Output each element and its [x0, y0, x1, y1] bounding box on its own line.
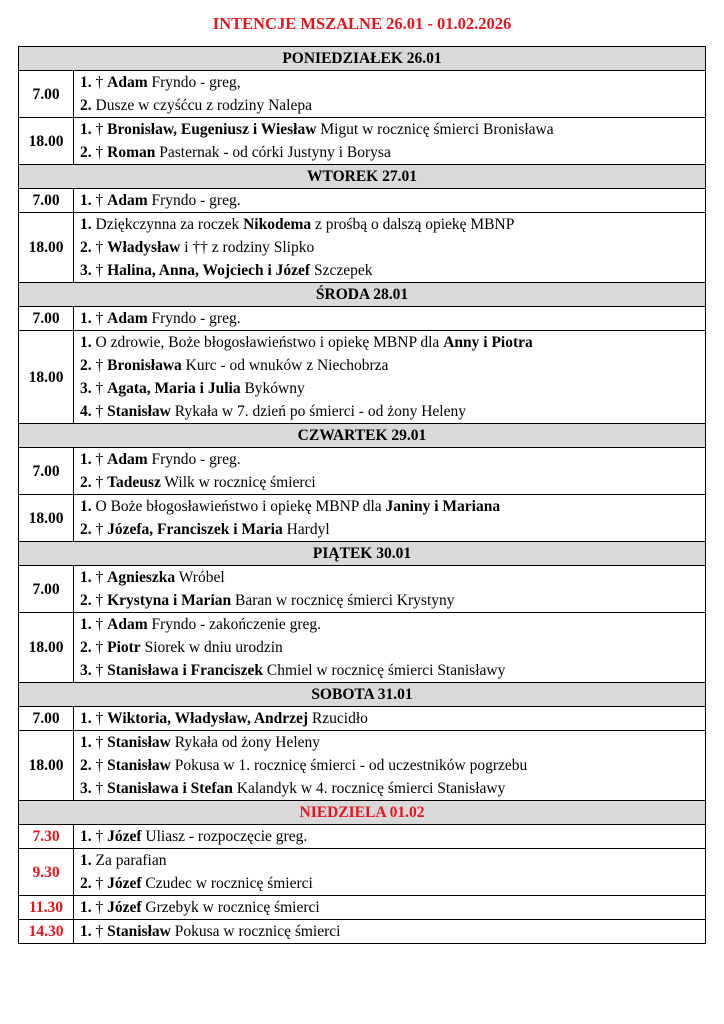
intention-line	[80, 589, 705, 612]
intention-text: Rzucidło	[308, 710, 368, 727]
intention-text-bold: Stanisława i Franciszek	[107, 662, 263, 679]
intention-text-bold: Józef	[107, 875, 142, 892]
intention-line	[80, 448, 705, 471]
mass-time: 7.00	[19, 707, 74, 731]
intention-text: Pokusa w 1. rocznicę śmierci - od uczestników pogrzebu	[170, 757, 528, 774]
mass-time: 7.00	[19, 566, 74, 613]
intention-text-bold: Nikodema	[243, 216, 312, 233]
intention-text: Grzebyk w rocznicę śmierci	[141, 899, 320, 916]
intentions-cell	[74, 849, 706, 896]
intention-line	[80, 118, 705, 141]
mass-time: 7.00	[19, 448, 74, 495]
intention-text-bold: Janiny i Mariana	[385, 498, 501, 515]
mass-time: 7.00	[19, 189, 74, 213]
intention-line	[80, 872, 705, 895]
intention-text-bold: 1.	[80, 616, 96, 633]
intention-text: †	[95, 757, 108, 774]
intention-text: Fryndo - greg.	[147, 451, 241, 468]
mass-time: 18.00	[19, 495, 74, 542]
intention-line	[80, 613, 705, 636]
intention-text-bold: Stanisław	[107, 923, 171, 940]
intention-line	[80, 636, 705, 659]
intention-text: Uliasz - rozpoczęcie greg.	[141, 828, 308, 845]
intention-text-bold: 1.	[80, 74, 96, 91]
intention-text: †	[95, 239, 108, 256]
intention-text-bold: Adam	[107, 74, 148, 91]
intention-text: Kalandyk w 4. rocznicę śmierci Stanisławy	[232, 780, 506, 797]
intention-text: Rykała w 7. dzień po śmierci - od żony Heleny	[170, 403, 466, 420]
intention-text-bold: 2.	[80, 639, 96, 656]
intention-text-bold: 1.	[80, 828, 96, 845]
mass-row	[19, 189, 706, 213]
intention-text: Pasternak - od córki Justyny i Borysa	[155, 144, 391, 161]
intention-text-bold: Adam	[107, 616, 148, 633]
intention-text: Kurc - od wnuków z Niechobrza	[181, 357, 389, 374]
intention-line	[80, 141, 705, 164]
mass-row	[19, 896, 706, 920]
intention-text: †	[95, 474, 108, 491]
intention-text: z prośbą o dalszą opiekę MBNP	[311, 216, 515, 233]
intention-text: i †† z rodziny Slipko	[180, 239, 315, 256]
intention-text-bold: 3.	[80, 662, 96, 679]
intention-text-bold: 2.	[80, 757, 96, 774]
intention-text-bold: 1.	[80, 451, 96, 468]
intention-text: Fryndo - greg.	[147, 192, 241, 209]
intentions-cell	[74, 71, 706, 118]
intention-line	[80, 731, 705, 754]
intention-text: †	[95, 923, 108, 940]
intentions-cell	[74, 331, 706, 424]
intentions-cell	[74, 920, 706, 944]
day-header-row	[19, 424, 706, 448]
intention-text: O zdrowie, Boże błogosławieństwo i opiekę MBNP dla	[95, 334, 444, 351]
intention-line	[80, 400, 705, 423]
intention-text: †	[95, 828, 108, 845]
intention-text-bold: Stanisława i Stefan	[107, 780, 233, 797]
intention-line	[80, 920, 705, 943]
intentions-cell	[74, 213, 706, 283]
intention-text: †	[95, 192, 108, 209]
intention-text-bold: Agata, Maria i Julia	[107, 380, 241, 397]
intention-line	[80, 659, 705, 682]
intention-text-bold: 1.	[80, 121, 96, 138]
intention-text: Chmiel w rocznicę śmierci Stanisławy	[263, 662, 506, 679]
mass-row	[19, 566, 706, 613]
intention-text-bold: 1.	[80, 334, 96, 351]
intentions-cell	[74, 118, 706, 165]
intention-text: †	[95, 780, 108, 797]
intention-text-bold: 2.	[80, 144, 96, 161]
mass-time: 9.30	[19, 849, 74, 896]
intention-line	[80, 566, 705, 589]
day-header: CZWARTEK 29.01	[19, 424, 706, 448]
intention-text-bold: Adam	[107, 310, 148, 327]
intention-text-bold: 2.	[80, 521, 96, 538]
intention-text: Migut w rocznicę śmierci Bronisława	[316, 121, 554, 138]
intention-line	[80, 471, 705, 494]
intention-line	[80, 307, 705, 330]
intention-text: †	[95, 569, 108, 586]
intention-text-bold: 1.	[80, 852, 96, 869]
intention-text: †	[95, 710, 108, 727]
intention-text: †	[95, 262, 108, 279]
intentions-cell	[74, 307, 706, 331]
intentions-cell	[74, 189, 706, 213]
mass-row	[19, 331, 706, 424]
intention-line	[80, 849, 705, 872]
intention-text: †	[95, 662, 108, 679]
intention-text-bold: 1.	[80, 216, 96, 233]
intention-text: Szczepek	[310, 262, 373, 279]
intention-line	[80, 377, 705, 400]
intention-text-bold: Józef	[107, 828, 142, 845]
intentions-cell	[74, 825, 706, 849]
day-header-row	[19, 542, 706, 566]
schedule-body	[19, 47, 706, 944]
intention-line	[80, 236, 705, 259]
day-header-row	[19, 801, 706, 825]
intentions-cell	[74, 731, 706, 801]
mass-time: 7.00	[19, 71, 74, 118]
day-header-row	[19, 683, 706, 707]
intention-text: Pokusa w rocznicę śmierci	[170, 923, 341, 940]
intention-text-bold: 3.	[80, 780, 96, 797]
intention-text: Siorek w dniu urodzin	[140, 639, 283, 656]
intention-text-bold: 1.	[80, 899, 96, 916]
mass-time: 18.00	[19, 118, 74, 165]
mass-time: 7.00	[19, 307, 74, 331]
intention-text-bold: 1.	[80, 192, 96, 209]
intention-text-bold: 1.	[80, 569, 96, 586]
intention-text: †	[95, 616, 108, 633]
intention-text-bold: 1.	[80, 923, 96, 940]
intention-text: †	[95, 121, 108, 138]
day-header: PIĄTEK 30.01	[19, 542, 706, 566]
intention-line	[80, 777, 705, 800]
intention-text: †	[95, 734, 108, 751]
day-header: ŚRODA 28.01	[19, 283, 706, 307]
intention-text: Dusze w czyśćcu z rodziny Nalepa	[95, 97, 312, 114]
mass-row	[19, 731, 706, 801]
day-header-row	[19, 47, 706, 71]
intention-text-bold: 3.	[80, 380, 96, 397]
intention-text-bold: 1.	[80, 710, 96, 727]
intention-text: †	[95, 451, 108, 468]
intention-text: †	[95, 592, 108, 609]
intention-text-bold: 1.	[80, 734, 96, 751]
mass-row	[19, 307, 706, 331]
intentions-cell	[74, 613, 706, 683]
day-header-row	[19, 165, 706, 189]
day-header: NIEDZIELA 01.02	[19, 801, 706, 825]
intention-line	[80, 896, 705, 919]
intention-text: †	[95, 899, 108, 916]
mass-time: 18.00	[19, 613, 74, 683]
intention-text-bold: 2.	[80, 474, 96, 491]
mass-row	[19, 849, 706, 896]
intention-text: Baran w rocznicę śmierci Krystyny	[231, 592, 455, 609]
mass-row	[19, 707, 706, 731]
mass-row	[19, 613, 706, 683]
mass-time: 11.30	[19, 896, 74, 920]
intention-text-bold: 3.	[80, 262, 96, 279]
mass-row	[19, 71, 706, 118]
intention-text: Rykała od żony Heleny	[170, 734, 321, 751]
intention-text: †	[95, 357, 108, 374]
mass-time: 18.00	[19, 213, 74, 283]
intention-text: Za parafian	[95, 852, 167, 869]
intention-text: Wilk w rocznicę śmierci	[160, 474, 316, 491]
intention-text-bold: 2.	[80, 239, 96, 256]
intention-text: †	[95, 310, 108, 327]
intention-text-bold: 1.	[80, 310, 96, 327]
intention-text: †	[95, 875, 108, 892]
intention-text-bold: Agnieszka	[107, 569, 176, 586]
intention-text-bold: Bronisław, Eugeniusz i Wiesław	[107, 121, 317, 138]
mass-row	[19, 448, 706, 495]
day-header: WTOREK 27.01	[19, 165, 706, 189]
intention-text-bold: 2.	[80, 875, 96, 892]
intention-text-bold: 4.	[80, 403, 96, 420]
intention-text: Bykówny	[240, 380, 305, 397]
intention-text-bold: Wiktoria, Władysław, Andrzej	[107, 710, 309, 727]
intention-text-bold: Roman	[107, 144, 156, 161]
intention-text-bold: Stanisław	[107, 403, 171, 420]
intention-text-bold: Halina, Anna, Wojciech i Józef	[107, 262, 311, 279]
intention-text: Dziękczynna za roczek	[95, 216, 244, 233]
intentions-cell	[74, 566, 706, 613]
intention-text-bold: Józefa, Franciszek i Maria	[107, 521, 283, 538]
intention-line	[80, 331, 705, 354]
intentions-cell	[74, 448, 706, 495]
intention-text: O Boże błogosławieństwo i opiekę MBNP dla	[95, 498, 386, 515]
intention-line	[80, 754, 705, 777]
intention-text-bold: Józef	[107, 899, 142, 916]
intention-text-bold: Bronisława	[107, 357, 182, 374]
mass-time: 14.30	[19, 920, 74, 944]
intention-text-bold: Adam	[107, 451, 148, 468]
intention-text-bold: Piotr	[107, 639, 141, 656]
intention-text-bold: 1.	[80, 498, 96, 515]
intention-text: Hardyl	[282, 521, 330, 538]
page-title: INTENCJE MSZALNE 26.01 - 01.02.2026	[212, 14, 512, 33]
intention-text: †	[95, 74, 108, 91]
mass-time: 18.00	[19, 331, 74, 424]
intention-text: †	[95, 380, 108, 397]
intention-text: †	[95, 521, 108, 538]
intention-text-bold: Adam	[107, 192, 148, 209]
intention-text-bold: Krystyna i Marian	[107, 592, 232, 609]
mass-time: 7.30	[19, 825, 74, 849]
intention-line	[80, 825, 705, 848]
day-header-row	[19, 283, 706, 307]
intentions-cell	[74, 896, 706, 920]
intention-line	[80, 259, 705, 282]
intention-text: †	[95, 639, 108, 656]
intentions-cell	[74, 495, 706, 542]
mass-row	[19, 825, 706, 849]
intention-line	[80, 495, 705, 518]
intention-line	[80, 189, 705, 212]
mass-row	[19, 495, 706, 542]
intention-text: Fryndo - greg.	[147, 310, 241, 327]
mass-row	[19, 920, 706, 944]
intention-text: Czudec w rocznicę śmierci	[141, 875, 313, 892]
intention-line	[80, 94, 705, 117]
intention-text: Wróbel	[175, 569, 225, 586]
intention-text-bold: Anny i Piotra	[443, 334, 533, 351]
intention-text-bold: Stanisław	[107, 757, 171, 774]
intention-line	[80, 518, 705, 541]
intention-text-bold: 2.	[80, 592, 96, 609]
mass-row	[19, 213, 706, 283]
intention-text-bold: Tadeusz	[107, 474, 161, 491]
intention-text: Fryndo - greg,	[147, 74, 241, 91]
intention-text: Fryndo - zakończenie greg.	[147, 616, 322, 633]
intention-text-bold: Władysław	[107, 239, 181, 256]
intention-text: †	[95, 403, 108, 420]
mass-intentions-table	[18, 46, 706, 944]
intention-line	[80, 707, 705, 730]
intention-line	[80, 354, 705, 377]
mass-row	[19, 118, 706, 165]
intention-text-bold: 2.	[80, 357, 96, 374]
day-header: PONIEDZIAŁEK 26.01	[19, 47, 706, 71]
intention-line	[80, 71, 705, 94]
mass-time: 18.00	[19, 731, 74, 801]
intentions-cell	[74, 707, 706, 731]
intention-line	[80, 213, 705, 236]
intention-text-bold: 2.	[80, 97, 96, 114]
intention-text: †	[95, 144, 108, 161]
intention-text-bold: Stanisław	[107, 734, 171, 751]
day-header: SOBOTA 31.01	[19, 683, 706, 707]
